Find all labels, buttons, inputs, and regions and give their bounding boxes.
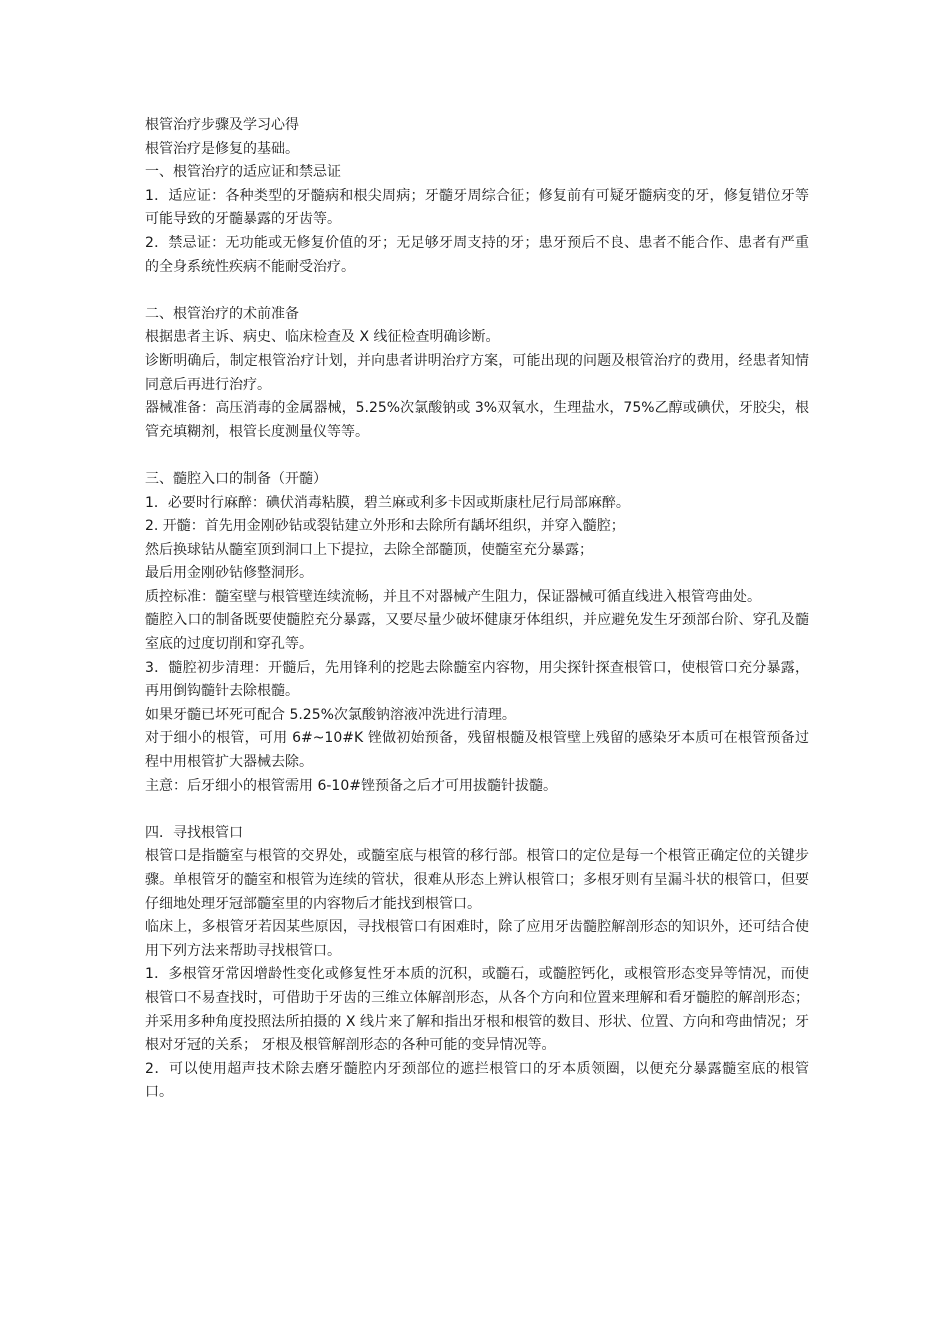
document-title: 根管治疗步骤及学习心得 xyxy=(145,117,299,133)
section-4-heading: 四．寻找根管口 xyxy=(145,824,243,841)
section-3-paragraph: 然后换球钻从髓室顶到洞口上下提拉，去除全部髓顶，使髓室充分暴露； xyxy=(145,541,593,558)
section-3-paragraph: 2. 开髓：首先用金刚砂钻或裂钻建立外形和去除所有龋坏组织，并穿入髓腔； xyxy=(145,518,625,535)
section-3-paragraph: 1．必要时行麻醉：碘伏消毒粘膜，碧兰麻或利多卡因或斯康杜尼行局部麻醉。 xyxy=(145,494,630,511)
section-1-paragraph: 2．禁忌证：无功能或无修复价值的牙；无足够牙周支持的牙；患牙预后不良、患者不能合作、患者有严重的全身系统性疾病不能耐受治疗。 xyxy=(145,234,809,275)
intro-paragraph: 根管治疗是修复的基础。 xyxy=(145,140,299,157)
section-3-heading: 三、髓腔入口的制备（开髓） xyxy=(145,470,327,487)
section-1-heading: 一、根管治疗的适应证和禁忌证 xyxy=(145,164,341,181)
section-3-paragraph: 如果牙髓已坏死可配合 5.25%次氯酸钠溶液冲洗进行清理。 xyxy=(145,706,516,723)
section-2-heading: 二、根管治疗的术前准备 xyxy=(145,305,299,322)
section-2-paragraph: 根据患者主诉、病史、临床检查及 X 线征检查明确诊断。 xyxy=(145,329,500,346)
section-2-paragraph: 诊断明确后，制定根管治疗计划，并向患者讲明治疗方案，可能出现的问题及根管治疗的费用，经患者知情同意后再进行治疗。 xyxy=(145,352,809,393)
section-4-paragraph: 2．可以使用超声技术除去磨牙髓腔内牙颈部位的遮拦根管口的牙本质领圈，以便充分暴露髓室底的根管口。 xyxy=(145,1060,809,1101)
section-1-paragraph: 1．适应证：各种类型的牙髓病和根尖周病；牙髓牙周综合征；修复前有可疑牙髓病变的牙，修复错位牙等可能导致的牙髓暴露的牙齿等。 xyxy=(145,187,809,228)
section-3-paragraph: 对于细小的根管，可用 6#~10#K 锉做初始预备，残留根髓及根管壁上残留的感染牙本质可在根管预备过程中用根管扩大器械去除。 xyxy=(145,730,809,771)
section-3-paragraph: 主意：后牙细小的根管需用 6-10#锉预备之后才可用拔髓针拔髓。 xyxy=(145,777,557,794)
section-2-paragraph: 器械准备：高压消毒的金属器械，5.25%次氯酸钠或 3%双氧水，生理盐水，75%乙醇或碘伏，牙胶尖，根管充填糊剂，根管长度测量仪等等。 xyxy=(145,400,809,440)
document-page xyxy=(145,114,809,1105)
section-4-paragraph: 临床上，多根管牙若因某些原因，寻找根管口有困难时，除了应用牙齿髓腔解剖形态的知识外，还可结合使用下列方法来帮助寻找根管口。 xyxy=(145,919,809,959)
section-3-paragraph: 质控标准：髓室壁与根管壁连续流畅，并且不对器械产生阻力，保证器械可循直线进入根管弯曲处。 xyxy=(145,588,761,605)
blank-line xyxy=(145,444,809,468)
blank-line xyxy=(145,279,809,303)
section-4-paragraph: 1．多根管牙常因增龄性变化或修复性牙本质的沉积，或髓石，或髓腔钙化，或根管形态变异等情况，而使根管口不易查找时，可借助于牙齿的三维立体解剖形态，从各个方向和位置来理解和看牙髓腔的解剖形态；并采用多种角度投照法所拍摄的 X 线片来了解和指出牙根和根管的数目、形状、位置、方向和弯曲情况；牙根对牙冠的关系； 牙根及根管解剖形态的各种可能的变异情况等。 xyxy=(145,966,809,1054)
section-4-paragraph: 根管口是指髓室与根管的交界处，或髓室底与根管的移行部。根管口的定位是每一个根管正确定位的关键步骤。单根管牙的髓室和根管为连续的管状，很难从形态上辨认根管口；多根牙则有呈漏斗状的根管口，但要仔细地处理牙冠部髓室里的内容物后才能找到根管口。 xyxy=(145,848,809,912)
section-3-paragraph: 3．髓腔初步清理：开髓后，先用锋利的挖匙去除髓室内容物，用尖探针探查根管口，使根管口充分暴露，再用倒钩髓针去除根髓。 xyxy=(145,659,809,700)
section-3-paragraph: 最后用金刚砂钻修整洞形。 xyxy=(145,565,313,582)
blank-line xyxy=(145,798,809,822)
section-3-paragraph: 髓腔入口的制备既要使髓腔充分暴露，又要尽量少破坏健康牙体组织，并应避免发生牙颈部台阶、穿孔及髓室底的过度切削和穿孔等。 xyxy=(145,612,809,653)
